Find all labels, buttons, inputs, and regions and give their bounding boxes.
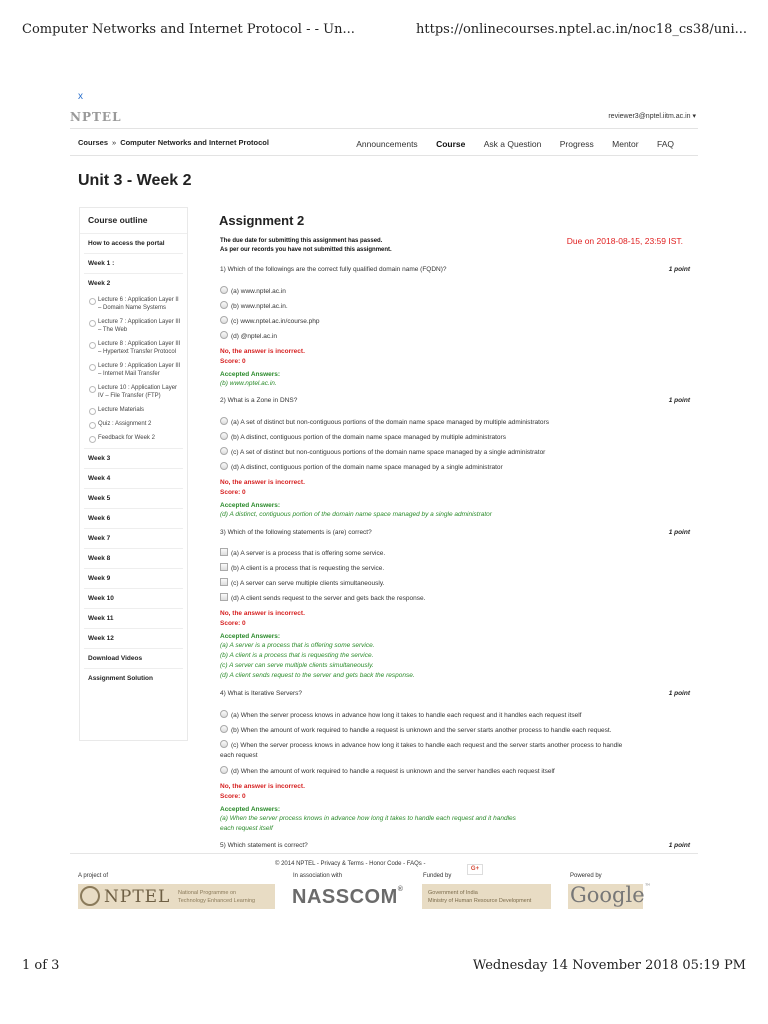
q2-option-c-label: (c) A set of distinct but non-contiguous portions of the domain name space managed by a single administrator xyxy=(231,449,546,456)
govt-india-logo[interactable] xyxy=(422,884,551,909)
sidebar-heading: Course outline xyxy=(80,208,187,234)
question-1-text: 1) Which of the followings are the correct fully qualified domain name (FQDN)? xyxy=(220,266,447,273)
radio-button[interactable] xyxy=(220,725,228,733)
submission-notice xyxy=(220,237,392,255)
google-logo[interactable] xyxy=(568,883,651,909)
association-label: In association with xyxy=(293,873,343,879)
q4-option-d-label: (d) When the amount of work required to handle a request is unknown and the server handles each request itself xyxy=(231,768,555,775)
q4-option-c-label: (c) When the server process knows in advance how long it takes to handle each request and the server starts another process to handle xyxy=(231,742,623,749)
print-page-count: 1 of 3 xyxy=(22,958,60,973)
nav-ask-question[interactable]: Ask a Question xyxy=(483,139,542,149)
sidebar-sub-lecture-9[interactable]: Lecture 9 : Application Layer III – Internet Mail Transfer xyxy=(84,359,183,381)
google-wordmark-text: Google xyxy=(570,883,645,907)
govt-india-text xyxy=(428,889,531,905)
nav-announcements[interactable]: Announcements xyxy=(356,139,418,149)
q2-option-c[interactable] xyxy=(220,447,545,456)
sidebar-sub-feedback-week-2[interactable]: Feedback for Week 2 xyxy=(84,431,183,449)
q3-option-b[interactable] xyxy=(220,563,384,572)
nav-course[interactable]: Course xyxy=(436,139,466,149)
q1-option-b[interactable] xyxy=(220,301,288,310)
q4-option-b-label: (b) When the amount of work required to handle a request is unknown and the server starts another process to handle each request. xyxy=(231,727,612,734)
sidebar-item-week-1[interactable]: Week 1 : xyxy=(84,254,183,274)
q2-option-d-label: (d) A distinct, contiguous portion of the domain name space managed by a single administrator xyxy=(231,464,503,471)
q2-score: Score: 0 xyxy=(220,489,246,496)
q4-accepted-heading: Accepted Answers: xyxy=(220,806,281,813)
radio-button[interactable] xyxy=(220,740,228,748)
q3-score: Score: 0 xyxy=(220,620,246,627)
sidebar-item-how-to-access[interactable]: How to access the portal xyxy=(84,234,183,254)
sidebar-sub-lecture-7[interactable]: Lecture 7 : Application Layer III – The Web xyxy=(84,315,183,337)
q4-accepted-answer-line-1: (a) When the server process knows in advance how long it takes to handle each request and it handles xyxy=(220,815,516,822)
checkbox[interactable] xyxy=(220,578,228,586)
sidebar-sub-lecture-6[interactable]: Lecture 6 : Application Layer II – Domain Name Systems xyxy=(84,293,183,315)
sidebar-item-week-7[interactable]: Week 7 xyxy=(84,529,183,549)
question-5 xyxy=(220,842,690,849)
radio-button[interactable] xyxy=(220,432,228,440)
notice-line-2: As per our records you have not submitted this assignment. xyxy=(220,247,392,253)
sidebar-item-download-videos[interactable]: Download Videos xyxy=(84,649,183,669)
sidebar-item-week-2[interactable]: Week 2 xyxy=(88,280,111,287)
q3-accepted-heading: Accepted Answers: xyxy=(220,633,281,640)
checkbox[interactable] xyxy=(220,548,228,556)
breadcrumb-courses[interactable]: Courses xyxy=(78,138,109,147)
sidebar-item-week-9[interactable]: Week 9 xyxy=(84,569,183,589)
assignment-title: Assignment 2 xyxy=(219,213,305,228)
q1-option-d-label: (d) @nptel.ac.in xyxy=(231,333,277,340)
sidebar-item-week-12[interactable]: Week 12 xyxy=(84,629,183,649)
q4-score: Score: 0 xyxy=(220,793,246,800)
q3-option-a-label: (a) A server is a process that is offering some service. xyxy=(231,550,386,557)
due-date: Due on 2018-08-15, 23:59 IST. xyxy=(566,236,683,246)
sidebar-sub-lecture-10[interactable]: Lecture 10 : Application Layer IV – File Transfer (FTP) xyxy=(84,381,183,403)
notice-line-1: The due date for submitting this assignment has passed. xyxy=(220,238,383,244)
sidebar-item-week-10[interactable]: Week 10 xyxy=(84,589,183,609)
nasscom-logo[interactable] xyxy=(292,886,403,909)
checkbox[interactable] xyxy=(220,593,228,601)
q4-option-a-label: (a) When the server process knows in advance how long it takes to handle each request and it handles each request itself xyxy=(231,712,582,719)
page-title: Unit 3 - Week 2 xyxy=(78,172,192,189)
q1-option-a-label: (a) www.nptel.ac.in xyxy=(231,288,286,295)
govt-india-line-2: Ministry of Human Resource Development xyxy=(428,898,532,904)
q2-option-b[interactable] xyxy=(220,432,506,441)
q3-option-c[interactable] xyxy=(220,578,384,587)
q2-result: No, the answer is incorrect. xyxy=(220,479,305,486)
q2-option-d[interactable] xyxy=(220,462,503,471)
q4-option-d[interactable] xyxy=(220,766,555,775)
q4-option-c[interactable] xyxy=(220,740,690,761)
assignment-panel xyxy=(210,203,690,851)
sidebar-item-week-11[interactable]: Week 11 xyxy=(84,609,183,629)
sidebar-sub-lecture-8[interactable]: Lecture 8 : Application Layer III – Hypertext Transfer Protocol xyxy=(84,337,183,359)
sidebar-item-assignment-solution[interactable]: Assignment Solution xyxy=(88,675,153,682)
question-2-text: 2) What is a Zone in DNS? xyxy=(220,397,298,404)
q1-option-b-label: (b) www.nptel.ac.in. xyxy=(231,303,288,310)
q4-option-c-label-cont: each request xyxy=(220,752,258,759)
q2-option-b-label: (b) A distinct, contiguous portion of the domain name space managed by multiple administrators xyxy=(231,434,506,441)
question-4-points: 1 point xyxy=(668,690,690,697)
q3-option-d[interactable] xyxy=(220,593,425,602)
google-trademark: ™ xyxy=(644,883,651,890)
top-navigation xyxy=(70,128,698,156)
q4-option-b[interactable] xyxy=(220,725,611,734)
radio-button[interactable] xyxy=(220,331,228,339)
q1-result: No, the answer is incorrect. xyxy=(220,348,305,355)
breadcrumb-separator: » xyxy=(112,138,117,147)
radio-button[interactable] xyxy=(220,766,228,774)
q3-option-d-label: (d) A client sends request to the server and gets back the response. xyxy=(231,595,426,602)
q1-accepted-heading: Accepted Answers: xyxy=(220,371,281,378)
q1-option-a[interactable] xyxy=(220,286,286,295)
google-wordmark xyxy=(570,883,651,907)
radio-button[interactable] xyxy=(220,417,228,425)
nav-faq[interactable]: FAQ xyxy=(656,139,674,149)
question-2 xyxy=(220,397,690,404)
nptel-footer-subtitle-2: Technology Enhanced Learning xyxy=(178,898,256,904)
radio-button[interactable] xyxy=(220,447,228,455)
q1-option-d[interactable] xyxy=(220,331,277,340)
nav-mentor[interactable]: Mentor xyxy=(612,139,639,149)
nptel-footer-logo[interactable] xyxy=(78,884,275,909)
google-plus-icon[interactable]: G+ xyxy=(467,864,483,875)
question-4-text: 4) What is Iterative Servers? xyxy=(220,690,302,697)
question-3-text: 3) Which of the following statements is (are) correct? xyxy=(220,529,372,536)
project-of-label: A project of xyxy=(78,873,109,879)
nasscom-registered-mark: ® xyxy=(397,886,404,893)
q1-score: Score: 0 xyxy=(220,358,246,365)
q3-option-c-label: (c) A server can serve multiple clients simultaneously. xyxy=(231,580,385,587)
breadcrumb xyxy=(78,138,269,147)
radio-button[interactable] xyxy=(220,301,228,309)
q3-accepted-answer-b: (b) A client is a process that is requesting the service. xyxy=(220,652,374,659)
q3-result: No, the answer is incorrect. xyxy=(220,610,305,617)
q1-accepted-answer: (b) www.nptel.ac.in. xyxy=(220,380,277,387)
sidebar-item-week-6[interactable]: Week 6 xyxy=(84,509,183,529)
q4-accepted-answer xyxy=(220,814,516,834)
course-outline-sidebar xyxy=(79,207,188,741)
nptel-emblem-icon xyxy=(80,886,100,906)
nasscom-wordmark: NASSCOM xyxy=(292,886,398,908)
sidebar-item-week-5[interactable]: Week 5 xyxy=(84,489,183,509)
print-datetime: Wednesday 14 November 2018 05:19 PM xyxy=(472,958,746,973)
question-5-points: 1 point xyxy=(668,842,690,849)
funded-by-label: Funded by xyxy=(423,873,452,879)
q3-accepted-answer-d: (d) A client sends request to the server and gets back the response. xyxy=(220,672,415,679)
question-2-points: 1 point xyxy=(668,397,690,404)
nav-links xyxy=(340,139,674,149)
q3-accepted-answers xyxy=(220,641,415,681)
print-header xyxy=(22,22,746,40)
nptel-footer-wordmark: NPTEL xyxy=(104,887,171,907)
q3-accepted-answer-c: (c) A server can serve multiple clients simultaneously. xyxy=(220,662,374,669)
question-1 xyxy=(220,266,690,273)
q1-option-c[interactable] xyxy=(220,316,320,325)
breadcrumb-course[interactable]: Computer Networks and Internet Protocol xyxy=(120,138,269,147)
close-link[interactable]: x xyxy=(78,91,83,102)
nptel-footer-subtitle xyxy=(178,889,255,905)
question-1-points: 1 point xyxy=(668,266,690,273)
q4-option-a[interactable] xyxy=(220,710,581,719)
radio-button[interactable] xyxy=(220,710,228,718)
nav-progress[interactable]: Progress xyxy=(559,139,594,149)
sidebar-sub-quiz-assignment-2[interactable]: Quiz : Assignment 2 xyxy=(84,417,183,431)
powered-by-label: Powered by xyxy=(570,873,602,879)
question-3-points: 1 point xyxy=(668,529,690,536)
radio-button[interactable] xyxy=(220,462,228,470)
question-5-text: 5) Which statement is correct? xyxy=(220,842,308,849)
q2-accepted-heading: Accepted Answers: xyxy=(220,502,281,509)
sidebar-sub-lecture-materials[interactable]: Lecture Materials xyxy=(84,403,183,417)
question-3 xyxy=(220,529,690,536)
q2-accepted-answer: (d) A distinct, contiguous portion of the domain name space managed by a single administrator xyxy=(220,511,492,518)
print-page-url: https://onlinecourses.nptel.ac.in/noc18_cs38/uni... xyxy=(416,22,748,37)
footer-copyright[interactable]: © 2014 NPTEL - Privacy & Terms - Honor Code - FAQs - xyxy=(275,861,426,867)
q2-option-a[interactable] xyxy=(220,417,549,426)
q3-option-b-label: (b) A client is a process that is requesting the service. xyxy=(231,565,385,572)
q2-option-a-label: (a) A set of distinct but non-contiguous portions of the domain name space managed by multiple administrators xyxy=(231,419,549,426)
user-menu[interactable]: reviewer3@nptel.iitm.ac.in ▾ xyxy=(608,113,696,120)
checkbox[interactable] xyxy=(220,563,228,571)
q4-result: No, the answer is incorrect. xyxy=(220,783,305,790)
radio-button[interactable] xyxy=(220,286,228,294)
sidebar-item-week-3[interactable]: Week 3 xyxy=(84,449,183,469)
sidebar-item-week-8[interactable]: Week 8 xyxy=(84,549,183,569)
radio-button[interactable] xyxy=(220,316,228,324)
q3-option-a[interactable] xyxy=(220,548,385,557)
nptel-footer-subtitle-1: National Programme on xyxy=(178,890,237,896)
q3-accepted-answer-a: (a) A server is a process that is offering some service. xyxy=(220,642,375,649)
q1-option-c-label: (c) www.nptel.ac.in/course.php xyxy=(231,318,320,325)
question-4 xyxy=(220,690,690,697)
print-page-title: Computer Networks and Internet Protocol - - Un... xyxy=(22,22,355,37)
nptel-logo[interactable]: NPTEL xyxy=(70,110,122,124)
sidebar-item-week-4[interactable]: Week 4 xyxy=(84,469,183,489)
footer-divider xyxy=(70,853,698,854)
govt-india-line-1: Government of India xyxy=(428,890,478,896)
q4-accepted-answer-line-2: each request itself xyxy=(220,825,273,832)
